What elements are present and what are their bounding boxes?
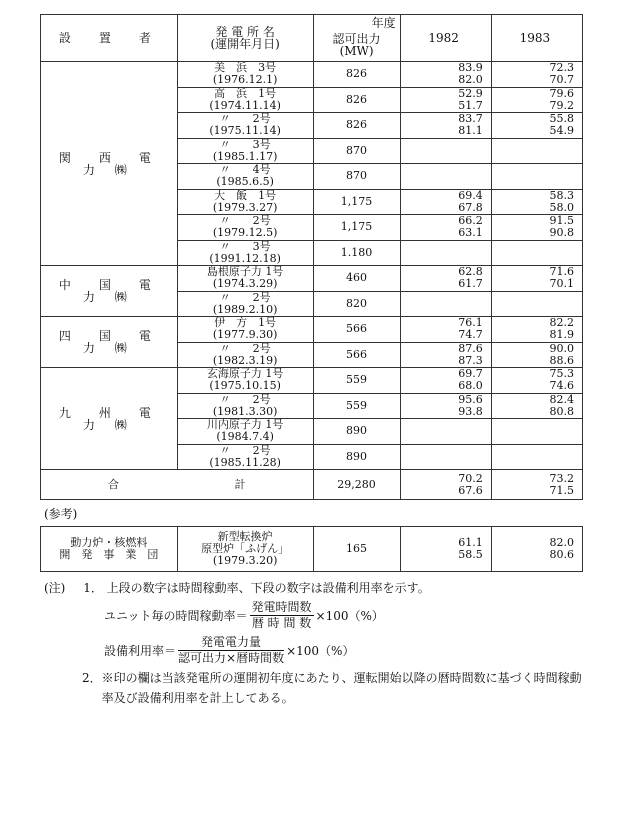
rate-1982-cell bbox=[400, 87, 491, 113]
hours-rate: 90.0 bbox=[549, 341, 574, 355]
unit-name: 高 浜 1号 bbox=[214, 86, 277, 100]
unit-name: 〃 3号 bbox=[219, 137, 271, 151]
hours-rate: 79.6 bbox=[549, 86, 574, 100]
rate-1983-cell bbox=[491, 87, 582, 113]
capacity-cell: 826 bbox=[313, 87, 400, 113]
rate-1982-cell bbox=[400, 164, 491, 190]
rate-1982-cell bbox=[400, 189, 491, 215]
unit-name: 島根原子力 1号 bbox=[206, 265, 284, 279]
rate-1982-cell bbox=[400, 215, 491, 241]
capacity-cell: 1,175 bbox=[313, 215, 400, 241]
utilization-rate: 68.0 bbox=[458, 379, 483, 393]
hours-rate: 69.4 bbox=[458, 188, 483, 202]
hours-rate: 91.5 bbox=[549, 214, 574, 228]
unit-cell bbox=[177, 444, 313, 470]
table-row bbox=[41, 62, 583, 88]
utilization-rate: 70.7 bbox=[549, 73, 574, 87]
reference-1982-hours: 61.1 bbox=[458, 536, 483, 549]
rate-1983-cell bbox=[491, 393, 582, 419]
unit-start-date: (1976.12.1) bbox=[212, 73, 278, 87]
note-1-text: 上段の数字は時間稼動率、下段の数字は設備利用率を示す。 bbox=[106, 581, 430, 595]
unit-start-date: (1979.12.5) bbox=[212, 226, 278, 240]
formula-1-numerator: 発電時間数 bbox=[251, 600, 312, 614]
unit-name: 川内原子力 1号 bbox=[206, 418, 284, 432]
capacity-cell: 566 bbox=[313, 317, 400, 343]
unit-start-date: (1984.7.4) bbox=[216, 430, 274, 444]
unit-name: 〃 2号 bbox=[219, 112, 271, 126]
formula-1-fraction bbox=[250, 600, 314, 631]
reference-1983-hours: 82.0 bbox=[549, 536, 574, 549]
total-1983-util: 71.5 bbox=[549, 483, 574, 497]
total-1982-util: 67.6 bbox=[458, 483, 483, 497]
note-mark: (注) bbox=[44, 581, 66, 595]
capacity-cell: 826 bbox=[313, 62, 400, 88]
rate-1983-cell bbox=[491, 317, 582, 343]
total-label bbox=[41, 470, 314, 500]
capacity-cell: 826 bbox=[313, 113, 400, 139]
capacity-cell: 566 bbox=[313, 342, 400, 368]
rate-1983-cell bbox=[491, 342, 582, 368]
utilization-rate: 74.6 bbox=[549, 379, 574, 393]
rate-1983-cell bbox=[491, 113, 582, 139]
capacity-cell: 460 bbox=[313, 266, 400, 292]
hours-rate: 95.6 bbox=[458, 392, 483, 406]
unit-start-date: (1985.1.17) bbox=[212, 149, 278, 163]
formula-hours-rate bbox=[104, 600, 584, 631]
unit-cell bbox=[177, 87, 313, 113]
hours-rate: 58.3 bbox=[549, 188, 574, 202]
unit-name: 〃 2号 bbox=[219, 392, 271, 406]
header-unit bbox=[177, 15, 313, 62]
total-row bbox=[41, 470, 583, 500]
operator-cell: 九 州 電 力 ㈱ bbox=[41, 368, 178, 470]
unit-start-date: (1974.3.29) bbox=[212, 277, 278, 291]
table-row bbox=[41, 368, 583, 394]
unit-start-date: (1985.6.5) bbox=[216, 175, 274, 189]
unit-cell bbox=[177, 113, 313, 139]
capacity-cell: 890 bbox=[313, 419, 400, 445]
formula-1-rhs: ×100（%） bbox=[315, 608, 384, 623]
hours-rate: 82.2 bbox=[549, 316, 574, 330]
unit-start-date: (1975.11.14) bbox=[209, 124, 281, 138]
unit-name: 大 飯 1号 bbox=[214, 188, 277, 202]
capacity-cell: 559 bbox=[313, 368, 400, 394]
reference-unit-line3: (1979.3.20) bbox=[212, 554, 278, 567]
capacity-cell: 890 bbox=[313, 444, 400, 470]
formula-1-lhs: ユニット毎の時間稼動率＝ bbox=[104, 608, 248, 623]
unit-start-date: (1975.10.15) bbox=[209, 379, 281, 393]
header-capacity-label: 認可出力 bbox=[332, 32, 381, 46]
utilization-rate: 70.1 bbox=[549, 277, 574, 291]
unit-cell bbox=[177, 62, 313, 88]
rate-1982-cell bbox=[400, 266, 491, 292]
rate-1983-cell bbox=[491, 444, 582, 470]
total-label-b: 計 bbox=[234, 477, 246, 491]
utilization-rate: 51.7 bbox=[458, 98, 483, 112]
note-1-number: 1． bbox=[83, 581, 103, 595]
rate-1982-cell bbox=[400, 113, 491, 139]
utilization-rate: 93.8 bbox=[458, 404, 483, 418]
formula-2-numerator: 発電電力量 bbox=[178, 635, 284, 651]
reference-operator bbox=[41, 527, 178, 572]
rate-1983-cell bbox=[491, 368, 582, 394]
notes bbox=[44, 578, 584, 708]
rate-1983-cell bbox=[491, 138, 582, 164]
header-year-1983: 1983 bbox=[491, 15, 582, 62]
total-1983 bbox=[491, 470, 582, 500]
header-capacity bbox=[313, 15, 400, 62]
utilization-rate: 58.0 bbox=[549, 200, 574, 214]
unit-start-date: (1977.9.30) bbox=[212, 328, 278, 342]
hours-rate: 72.3 bbox=[549, 61, 574, 75]
rate-1983-cell bbox=[491, 189, 582, 215]
reference-operator-line1: 動力炉・核燃料 bbox=[70, 536, 148, 549]
rate-1982-cell bbox=[400, 342, 491, 368]
reference-1982-util: 58.5 bbox=[458, 548, 483, 561]
hours-rate: 76.1 bbox=[458, 316, 483, 330]
header-operator: 設 置 者 bbox=[41, 15, 178, 62]
hours-rate: 66.2 bbox=[458, 214, 483, 228]
hours-rate: 71.6 bbox=[549, 265, 574, 279]
formula-2-fraction bbox=[178, 635, 284, 666]
rate-1983-cell bbox=[491, 419, 582, 445]
operator-cell: 四 国 電 力 ㈱ bbox=[41, 317, 178, 368]
table-row bbox=[41, 317, 583, 343]
unit-start-date: (1981.3.30) bbox=[212, 404, 278, 418]
header-unit-name: 発 電 所 名 bbox=[215, 25, 275, 39]
total-label-a: 合 bbox=[108, 477, 120, 491]
formula-2-rhs: ×100（%） bbox=[286, 643, 355, 658]
unit-start-date: (1982.3.19) bbox=[212, 353, 278, 367]
rate-1983-cell bbox=[491, 291, 582, 317]
rate-1982-cell bbox=[400, 393, 491, 419]
unit-name: 〃 3号 bbox=[219, 239, 271, 253]
rate-1982-cell bbox=[400, 368, 491, 394]
table-row bbox=[41, 266, 583, 292]
unit-name: 〃 4号 bbox=[219, 163, 271, 177]
unit-start-date: (1985.11.28) bbox=[209, 455, 281, 469]
header-capacity-unit: (MW) bbox=[339, 44, 374, 58]
reference-table bbox=[40, 526, 583, 572]
hours-rate: 75.3 bbox=[549, 367, 574, 381]
header-unit-date: (運開年月日) bbox=[210, 37, 280, 51]
hours-rate: 52.9 bbox=[458, 86, 483, 100]
header-year-1982: 1982 bbox=[400, 15, 491, 62]
hours-rate: 83.9 bbox=[458, 61, 483, 75]
unit-cell bbox=[177, 138, 313, 164]
unit-cell bbox=[177, 291, 313, 317]
capacity-cell: 559 bbox=[313, 393, 400, 419]
table-body bbox=[41, 62, 583, 470]
operating-rate-table bbox=[40, 14, 583, 500]
unit-name: 〃 2号 bbox=[219, 443, 271, 457]
reference-unit-line1: 新型転換炉 bbox=[217, 530, 273, 543]
reference-unit bbox=[177, 527, 313, 572]
unit-start-date: (1991.12.18) bbox=[209, 251, 281, 265]
unit-start-date: (1989.2.10) bbox=[212, 302, 278, 316]
capacity-cell: 870 bbox=[313, 164, 400, 190]
capacity-cell: 1.180 bbox=[313, 240, 400, 266]
rate-1983-cell bbox=[491, 266, 582, 292]
unit-start-date: (1979.3.27) bbox=[212, 200, 278, 214]
unit-cell bbox=[177, 368, 313, 394]
unit-cell bbox=[177, 164, 313, 190]
reference-label: (参考) bbox=[44, 507, 78, 521]
unit-cell bbox=[177, 240, 313, 266]
rate-1983-cell bbox=[491, 215, 582, 241]
total-1982-hours: 70.2 bbox=[458, 471, 483, 485]
capacity-cell: 1,175 bbox=[313, 189, 400, 215]
rate-1982-cell bbox=[400, 291, 491, 317]
formula-utilization bbox=[104, 635, 584, 666]
utilization-rate: 54.9 bbox=[549, 124, 574, 138]
unit-name: 美 浜 3号 bbox=[214, 61, 277, 75]
rate-1983-cell bbox=[491, 164, 582, 190]
unit-cell bbox=[177, 215, 313, 241]
formula-2-lhs: 設備利用率＝ bbox=[104, 643, 177, 658]
formula-1-denominator: 暦 時 間 数 bbox=[251, 616, 312, 630]
unit-cell bbox=[177, 393, 313, 419]
utilization-rate: 82.0 bbox=[458, 73, 483, 87]
utilization-rate: 81.9 bbox=[549, 328, 574, 342]
note-1 bbox=[44, 578, 584, 598]
rate-1983-cell bbox=[491, 240, 582, 266]
unit-name: 〃 2号 bbox=[219, 290, 271, 304]
utilization-rate: 74.7 bbox=[458, 328, 483, 342]
hours-rate: 83.7 bbox=[458, 112, 483, 126]
hours-rate: 69.7 bbox=[458, 367, 483, 381]
operator-cell: 関 西 電 力 ㈱ bbox=[41, 62, 178, 266]
unit-cell bbox=[177, 419, 313, 445]
header-year-label: 年度 bbox=[371, 16, 396, 30]
unit-cell bbox=[177, 266, 313, 292]
note-2 bbox=[44, 668, 584, 708]
reference-row bbox=[41, 527, 583, 572]
total-1983-hours: 73.2 bbox=[549, 471, 574, 485]
utilization-rate: 67.8 bbox=[458, 200, 483, 214]
unit-cell bbox=[177, 189, 313, 215]
utilization-rate: 63.1 bbox=[458, 226, 483, 240]
utilization-rate: 88.6 bbox=[549, 353, 574, 367]
rate-1982-cell bbox=[400, 62, 491, 88]
rate-1982-cell bbox=[400, 419, 491, 445]
capacity-cell: 870 bbox=[313, 138, 400, 164]
total-1982 bbox=[400, 470, 491, 500]
utilization-rate: 81.1 bbox=[458, 124, 483, 138]
rate-1982-cell bbox=[400, 240, 491, 266]
reference-1983-util: 80.6 bbox=[549, 548, 574, 561]
rate-1982-cell bbox=[400, 444, 491, 470]
reference-capacity: 165 bbox=[313, 527, 400, 572]
reference-1982 bbox=[400, 527, 491, 572]
utilization-rate: 61.7 bbox=[458, 277, 483, 291]
utilization-rate: 80.8 bbox=[549, 404, 574, 418]
rate-1982-cell bbox=[400, 317, 491, 343]
reference-unit-line2: 原型炉「ふげん」 bbox=[201, 542, 290, 555]
unit-cell bbox=[177, 342, 313, 368]
hours-rate: 55.8 bbox=[549, 112, 574, 126]
hours-rate: 87.6 bbox=[458, 341, 483, 355]
utilization-rate: 90.8 bbox=[549, 226, 574, 240]
total-capacity: 29,280 bbox=[313, 470, 400, 500]
operator-cell: 中 国 電 力 ㈱ bbox=[41, 266, 178, 317]
unit-name: 伊 方 1号 bbox=[214, 316, 277, 330]
unit-name: 〃 2号 bbox=[219, 341, 271, 355]
note-2-text: ※印の欄は当該発電所の運開初年度にあたり、運転開始以降の暦時間数に基づく時間稼動率及び設備利用率を計上してある。 bbox=[101, 671, 582, 705]
formula-2-denominator: 認可出力×暦時間数 bbox=[178, 651, 285, 665]
capacity-cell: 820 bbox=[313, 291, 400, 317]
utilization-rate: 79.2 bbox=[549, 98, 574, 112]
note-2-number: 2． bbox=[82, 671, 102, 685]
hours-rate: 62.8 bbox=[458, 265, 483, 279]
unit-cell bbox=[177, 317, 313, 343]
unit-name: 〃 2号 bbox=[219, 214, 271, 228]
unit-name: 玄海原子力 1号 bbox=[206, 367, 284, 381]
reference-operator-line2: 開 発 事 業 団 bbox=[59, 548, 159, 561]
unit-start-date: (1974.11.14) bbox=[209, 98, 281, 112]
rate-1982-cell bbox=[400, 138, 491, 164]
hours-rate: 82.4 bbox=[549, 392, 574, 406]
rate-1983-cell bbox=[491, 62, 582, 88]
utilization-rate: 87.3 bbox=[458, 353, 483, 367]
reference-1983 bbox=[491, 527, 582, 572]
